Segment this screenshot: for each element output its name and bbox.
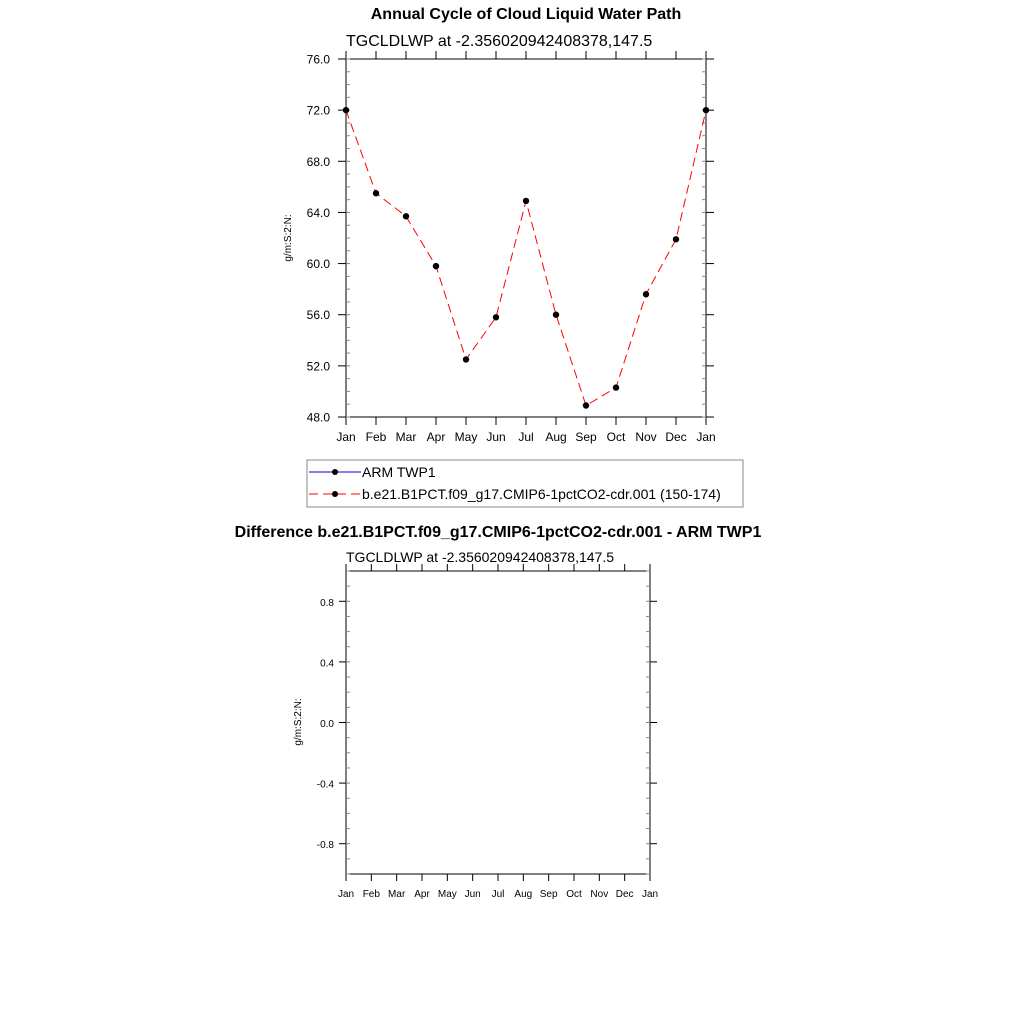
x-tick-label: Jun: [464, 889, 481, 900]
x-tick-label: Feb: [362, 889, 380, 900]
x-tick-label: Apr: [414, 889, 430, 900]
y-tick-label: 48.0: [306, 410, 330, 425]
axes: [307, 51, 716, 444]
difference-chart-title: Difference b.e21.B1PCT.f09_g17.CMIP6-1pctCO2-cdr.001 - ARM TWP1: [234, 524, 762, 541]
legend-marker-model: [332, 491, 338, 497]
x-tick-label: Jan: [336, 430, 356, 444]
x-tick-label: Jul: [518, 430, 534, 444]
data-point: [673, 236, 679, 242]
y-tick-label: -0.8: [316, 840, 334, 852]
data-point: [373, 190, 379, 196]
x-tick-label: Dec: [665, 430, 687, 444]
data-point: [613, 384, 619, 390]
y-tick-label: 0.8: [320, 597, 334, 609]
x-tick-label: May: [437, 889, 457, 900]
y-tick-label: 52.0: [306, 359, 330, 374]
series-line-1: [346, 110, 706, 405]
x-tick-label: Jan: [337, 889, 355, 900]
data-point: [583, 402, 589, 408]
annual-cycle-chart: [283, 6, 743, 507]
x-tick-label: Nov: [590, 889, 609, 900]
data-point: [343, 107, 349, 113]
x-tick-label: Sep: [539, 889, 558, 900]
y-tick-label: 56.0: [306, 308, 330, 323]
data-point: [523, 198, 529, 204]
difference-axes: [317, 564, 658, 900]
x-tick-label: Aug: [545, 430, 567, 444]
x-tick-label: Aug: [514, 889, 533, 900]
data-point: [703, 107, 709, 113]
x-tick-label: Jan: [696, 430, 716, 444]
x-tick-label: Feb: [365, 430, 387, 444]
legend-entry-model: [309, 486, 721, 502]
data-point: [553, 312, 559, 318]
difference-chart: [235, 524, 762, 900]
chart-subtitle: TGCLDLWP at -2.356020942408378,147.5: [346, 33, 653, 50]
y-tick-label: 76.0: [306, 52, 330, 67]
x-tick-label: Apr: [426, 430, 446, 444]
y-tick-label: 0.4: [320, 658, 334, 670]
legend: [307, 460, 743, 507]
x-tick-label: May: [454, 430, 478, 444]
data-point: [493, 314, 499, 320]
legend-label-arm-twp1: ARM TWP1: [362, 464, 436, 480]
x-tick-label: Jan: [641, 889, 659, 900]
y-tick-label: 68.0: [306, 154, 330, 169]
plot-frame: [346, 59, 706, 417]
chart-title: Annual Cycle of Cloud Liquid Water Path: [370, 6, 682, 23]
x-tick-label: Jul: [491, 889, 505, 900]
y-tick-label: 72.0: [306, 103, 330, 118]
data-point: [403, 213, 409, 219]
series-layer: [343, 107, 709, 409]
data-point: [433, 263, 439, 269]
x-tick-label: Oct: [566, 889, 582, 900]
y-tick-label: -0.4: [316, 779, 334, 791]
x-tick-label: Dec: [615, 889, 634, 900]
y-tick-label: 0.0: [320, 719, 334, 730]
difference-chart-subtitle: TGCLDLWP at -2.356020942408378,147.5: [346, 549, 615, 565]
y-tick-label: 64.0: [306, 205, 330, 220]
plot-frame: [346, 571, 650, 874]
y-axis-label: g/m:S:2:N:: [283, 214, 294, 262]
x-tick-label: Nov: [635, 430, 657, 444]
data-point: [463, 356, 469, 362]
y-tick-label: 60.0: [306, 257, 330, 272]
legend-marker-arm-twp1: [332, 469, 338, 475]
x-tick-label: Mar: [395, 430, 417, 444]
data-point: [643, 291, 649, 297]
legend-label-model: b.e21.B1PCT.f09_g17.CMIP6-1pctCO2-cdr.001 (150-174): [362, 486, 721, 502]
x-tick-label: Sep: [575, 430, 597, 444]
x-tick-label: Mar: [388, 889, 406, 900]
x-tick-label: Oct: [606, 430, 626, 444]
difference-y-axis-label: g/m:S:2:N:: [293, 698, 304, 746]
x-tick-label: Jun: [486, 430, 506, 444]
